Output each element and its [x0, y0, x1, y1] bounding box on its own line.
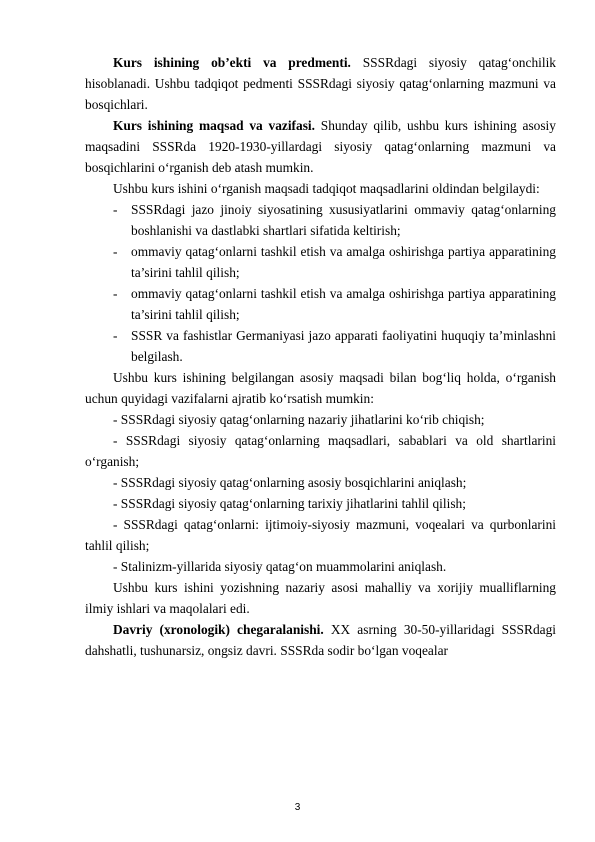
objectives-intro-paragraph: Ushbu kurs ishini o‘rganish maqsadi tadqiqot maqsadlarini oldindan belgilaydi: [113, 181, 540, 196]
object-subject-paragraph [85, 52, 556, 115]
task-item: - SSSRdagi siyosiy qatag‘onlarning maqsadlari, sabablari va old shartlarini o‘rganish; [85, 433, 556, 469]
chronology-heading: Davriy (xronologik) chegaralanishi. [113, 622, 324, 637]
list-item-text: ommaviy qatag‘onlarni tashkil etish va amalga oshirishga partiya apparatining ta’sirini tahlil qilish; [131, 244, 556, 280]
chronology-paragraph [85, 619, 556, 661]
list-item-text: SSSRdagi jazo jinoiy siyosatining xususiyatlarini ommaviy qatag‘onlarning boshlanishi va dastlabki shartlari sifatida keltirish; [131, 202, 556, 238]
list-item [113, 199, 556, 241]
goal-tasks-text: Shunday qilib, ushbu kurs ishining asosiy maqsadini SSSRda 1920-1930-yillardagi siyosiy qatag‘onlarning mazmuni va bosqichlarini o‘rganish deb atash mumkin. [85, 118, 556, 175]
task-item: - SSSRdagi siyosiy qatag‘onlarning asosiy bosqichlarini aniqlash; [113, 475, 467, 490]
list-item-text: SSSR va fashistlar Germaniyasi jazo apparati faoliyatini huquqiy ta’minlashni belgilash. [131, 328, 556, 364]
objectives-list [85, 199, 556, 367]
list-dash: - [113, 244, 118, 259]
page-number: 3 [294, 802, 301, 813]
list-item-text: ommaviy qatag‘onlarni tashkil etish va amalga oshirishga partiya apparatining ta’sirini tahlil qilish; [131, 286, 556, 322]
list-dash: - [113, 286, 118, 301]
document-body [85, 52, 556, 661]
task-item: - Stalinizm-yillarida siyosiy qatag‘on muammolarini aniqlash. [113, 559, 447, 574]
list-item [113, 283, 556, 325]
tasks-intro-paragraph: Ushbu kurs ishining belgilangan asosiy maqsadi bilan bog‘liq holda, o‘rganish uchun quyidagi vazifalarni ajratib ko‘rsatish mumkin: [85, 370, 556, 406]
list-dash: - [113, 202, 118, 217]
chronology-text: XX asrning 30-50-yillaridagi SSSRdagi dahshatli, tushunarsiz, ongsiz davri. SSSRda sodir bo‘lgan voqealar [85, 622, 556, 658]
task-item: - SSSRdagi qatag‘onlarni: ijtimoiy-siyosiy mazmuni, voqealari va qurbonlarini tahlil qilish; [85, 517, 556, 553]
task-item: - SSSRdagi siyosiy qatag‘onlarning nazariy jihatlarini ko‘rib chiqish; [113, 412, 485, 427]
object-subject-text: SSSRdagi siyosiy qatag‘onchilik hisoblanadi. Ushbu tadqiqot pedmenti SSSRdagi siyosiy qatag‘onlarning mazmuni va bosqichlari. [85, 55, 556, 112]
task-item: - SSSRdagi siyosiy qatag‘onlarning tarixiy jihatlarini tahlil qilish; [113, 496, 466, 511]
object-subject-heading: Kurs ishining ob’ekti va predmenti. [113, 55, 351, 70]
list-item [113, 325, 556, 367]
list-dash: - [113, 328, 118, 343]
goal-tasks-paragraph [85, 115, 556, 178]
goal-tasks-heading: Kurs ishining maqsad va vazifasi. [113, 118, 315, 133]
list-item [113, 241, 556, 283]
theoretical-basis-paragraph: Ushbu kurs ishini yozishning nazariy asosi mahalliy va xorijiy mualliflarning ilmiy ishlari va maqolalari edi. [85, 580, 556, 616]
